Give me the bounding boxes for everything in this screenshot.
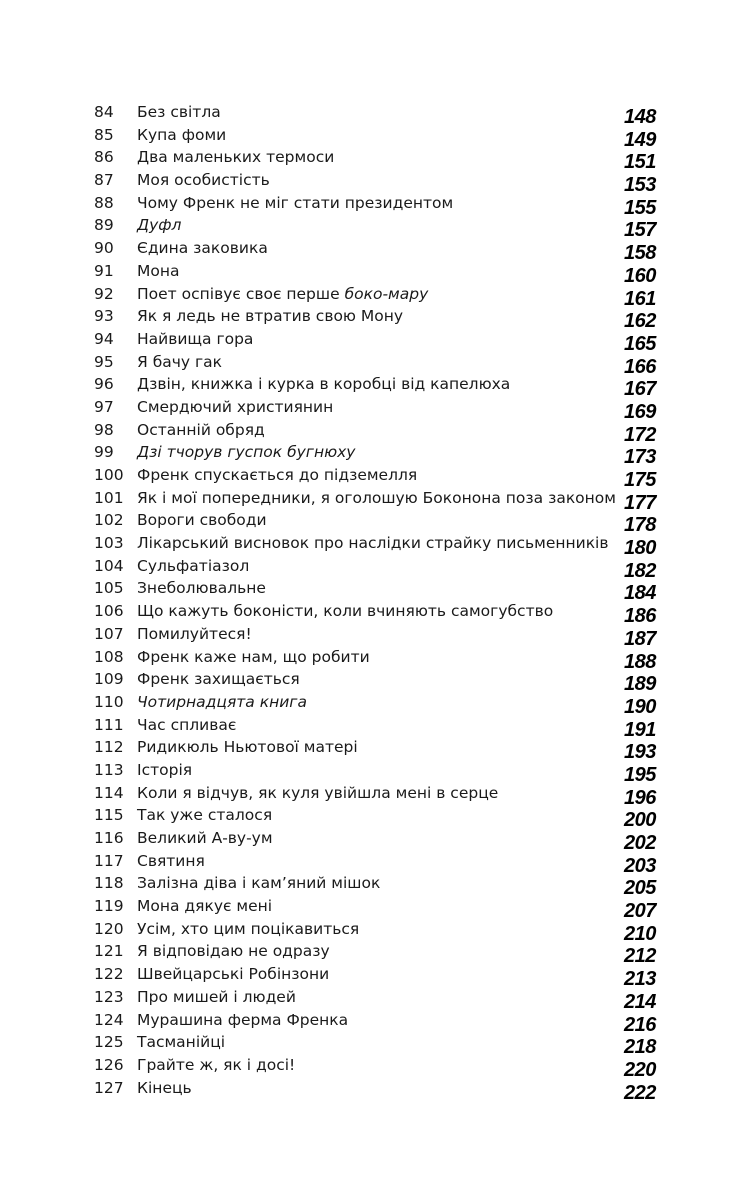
page-number: 148 <box>624 106 656 128</box>
chapter-number: 101 <box>94 488 124 507</box>
chapter-title: Час спливає <box>137 715 237 734</box>
toc-entry <box>94 782 674 809</box>
chapter-title-text: Поет оспівує своє перше <box>137 284 345 303</box>
chapter-number: 100 <box>94 466 124 484</box>
toc-entry <box>94 351 674 378</box>
toc-entry <box>94 124 674 151</box>
toc-entry <box>94 850 674 877</box>
toc-entry <box>94 509 674 537</box>
page-number: 173 <box>624 446 656 469</box>
toc-entry <box>94 691 674 718</box>
chapter-title: Мона дякує мені <box>137 897 273 916</box>
chapter-number: 121 <box>94 942 124 961</box>
chapter-number: 124 <box>94 1010 124 1029</box>
toc-entry <box>94 1009 674 1036</box>
page-number: 151 <box>624 151 656 174</box>
chapter-title: Смердючий християнин <box>137 397 334 416</box>
toc-entry <box>94 101 674 128</box>
page-number: 165 <box>624 332 656 355</box>
chapter-title: Дзвін, книжка і курка в коробці від капелюха <box>137 375 511 394</box>
page-number: 157 <box>624 219 656 242</box>
chapter-number: 122 <box>94 965 124 984</box>
toc-entry <box>94 464 674 491</box>
page-number: 213 <box>624 968 656 991</box>
chapter-title: Моя особистість <box>137 171 270 190</box>
page-number: 212 <box>624 945 656 968</box>
chapter-title: Френк захищається <box>137 670 300 689</box>
toc-entry <box>94 804 674 832</box>
chapter-number: 93 <box>94 307 114 326</box>
chapter-number: 115 <box>94 806 124 825</box>
chapter-title: Як і мої попередники, я оголошую Боконона поза законом <box>137 488 616 507</box>
chapter-title: Мона <box>137 261 180 280</box>
page-number: 161 <box>624 287 656 310</box>
toc-entry <box>94 487 674 514</box>
toc-entry <box>94 872 674 900</box>
chapter-title: Так уже сталося <box>137 806 273 825</box>
chapter-title: Без світла <box>137 103 221 121</box>
toc-entry <box>94 146 674 174</box>
page-number: 166 <box>624 355 656 378</box>
toc-entry <box>94 1031 674 1059</box>
chapter-title-italic-text: боко-мару <box>344 284 429 303</box>
chapter-number: 99 <box>94 443 114 462</box>
chapter-title: Чотирнадцята книга <box>137 692 307 711</box>
toc-entry <box>94 441 674 469</box>
chapter-number: 127 <box>94 1078 124 1097</box>
toc-entry <box>94 940 674 968</box>
chapter-title: Про мишей і людей <box>137 987 296 1006</box>
toc-entry <box>94 192 674 219</box>
page-number: 189 <box>624 673 656 696</box>
page-number: 162 <box>624 310 656 333</box>
page-number: 205 <box>624 877 656 900</box>
page-number: 200 <box>624 809 656 832</box>
chapter-number: 123 <box>94 987 124 1006</box>
toc-entry <box>94 1054 674 1081</box>
chapter-number: 106 <box>94 602 124 621</box>
page-number: 222 <box>624 1081 656 1104</box>
chapter-number: 108 <box>94 647 124 666</box>
chapter-title: Великий А-ву-ум <box>137 829 273 847</box>
chapter-title: Я бачу гак <box>137 352 223 371</box>
toc-entry <box>94 396 674 423</box>
chapter-number: 84 <box>94 103 114 121</box>
chapter-title: Ридикюль Ньютової матері <box>137 738 358 757</box>
toc-entry <box>94 419 674 446</box>
chapter-title <box>137 283 428 306</box>
page-number: 187 <box>624 627 656 650</box>
chapter-number: 103 <box>94 534 124 553</box>
toc-entry <box>94 714 674 741</box>
page-number: 153 <box>624 174 656 197</box>
chapter-number: 113 <box>94 760 124 779</box>
chapter-title: Я відповідаю не одразу <box>137 942 330 961</box>
toc-entry <box>94 646 674 673</box>
page-number: 216 <box>624 1013 656 1036</box>
chapter-number: 120 <box>94 919 124 938</box>
chapter-title: Що кажуть боконісти, коли вчиняють самогубство <box>137 602 554 621</box>
chapter-number: 118 <box>94 874 124 893</box>
page-number: 190 <box>624 695 656 718</box>
toc-entry <box>94 623 674 650</box>
chapter-title: Як я ледь не втратив свою Мону <box>137 307 404 326</box>
toc-entry <box>94 759 674 786</box>
chapter-title: Френк спускається до підземелля <box>137 466 418 484</box>
chapter-title: Найвища гора <box>137 329 254 348</box>
chapter-title: Чому Френк не міг стати президентом <box>137 193 454 212</box>
toc-entry <box>94 373 674 401</box>
chapter-number: 125 <box>94 1033 124 1052</box>
chapter-title: Вороги свободи <box>137 511 267 530</box>
page-number: 207 <box>624 900 656 923</box>
chapter-number: 105 <box>94 579 124 598</box>
page-number: 214 <box>624 990 656 1013</box>
page-number: 191 <box>624 718 656 741</box>
toc-entry <box>94 1077 674 1104</box>
page-number: 175 <box>624 469 656 491</box>
chapter-title: Лікарський висновок про наслідки страйку письменників <box>137 534 609 553</box>
chapter-number: 107 <box>94 624 124 643</box>
page-number: 184 <box>624 582 656 605</box>
page-number: 218 <box>624 1036 656 1059</box>
chapter-title: Усім, хто цим поцікавиться <box>137 919 360 938</box>
chapter-title: Швейцарські Робінзони <box>137 965 330 984</box>
chapter-title: Купа фоми <box>137 125 227 144</box>
chapter-title: Грайте ж, як і досі! <box>137 1055 296 1074</box>
toc-entry <box>94 214 674 242</box>
chapter-title: Святиня <box>137 851 205 870</box>
page-number: 180 <box>624 537 656 560</box>
chapter-number: 114 <box>94 783 124 802</box>
chapter-title: Два маленьких термоси <box>137 148 335 167</box>
chapter-number: 86 <box>94 148 114 167</box>
chapter-title: Сульфатіазол <box>137 556 250 575</box>
chapter-title: Єдина заковика <box>137 239 268 258</box>
toc-entry <box>94 328 674 355</box>
page-number: 167 <box>624 378 656 401</box>
toc-entry <box>94 600 674 628</box>
toc-entry <box>94 237 674 265</box>
page-number: 186 <box>624 605 656 628</box>
chapter-number: 116 <box>94 829 124 847</box>
toc-entry <box>94 963 674 991</box>
chapter-title: Помилуйтеся! <box>137 624 252 643</box>
chapter-title: Дзі тчорув гуспок бугнюху <box>137 443 356 462</box>
page-number: 160 <box>624 264 656 287</box>
page-number: 195 <box>624 763 656 786</box>
toc-entry <box>94 736 674 764</box>
chapter-number: 87 <box>94 171 114 190</box>
toc-entry <box>94 986 674 1013</box>
chapter-title: Френк каже нам, що робити <box>137 647 370 666</box>
toc-entry <box>94 895 674 923</box>
chapter-number: 117 <box>94 851 124 870</box>
chapter-number: 112 <box>94 738 124 757</box>
page-number: 177 <box>624 491 656 514</box>
chapter-number: 96 <box>94 375 114 394</box>
page-number: 203 <box>624 854 656 877</box>
toc-entry <box>94 532 674 560</box>
chapter-title: Останній обряд <box>137 420 265 439</box>
chapter-title: Дуфл <box>137 216 182 235</box>
chapter-title: Коли я відчув, як куля увійшла мені в серце <box>137 783 499 802</box>
chapter-number: 85 <box>94 125 114 144</box>
chapter-number: 104 <box>94 556 124 575</box>
chapter-title: Тасманійці <box>137 1033 226 1052</box>
page-number: 193 <box>624 741 656 764</box>
chapter-number: 89 <box>94 216 114 235</box>
chapter-title: Мурашина ферма Френка <box>137 1010 349 1029</box>
chapter-number: 91 <box>94 261 114 280</box>
toc-entry <box>94 577 674 605</box>
page-number: 172 <box>624 423 656 446</box>
page-number: 158 <box>624 242 656 265</box>
toc-entry <box>94 827 674 854</box>
page-number: 149 <box>624 128 656 151</box>
page-number: 210 <box>624 922 656 945</box>
toc-entry <box>94 305 674 333</box>
toc-entry <box>94 668 674 696</box>
page-number: 202 <box>624 832 656 854</box>
toc-entry <box>94 555 674 582</box>
chapter-number: 94 <box>94 329 114 348</box>
chapter-number: 119 <box>94 897 124 916</box>
toc-entry <box>94 169 674 197</box>
chapter-number: 126 <box>94 1055 124 1074</box>
chapter-number: 95 <box>94 352 114 371</box>
chapter-number: 110 <box>94 692 124 711</box>
chapter-number: 90 <box>94 239 114 258</box>
chapter-title: Залізна діва і кам’яний мішок <box>137 874 381 893</box>
chapter-number: 109 <box>94 670 124 689</box>
table-of-contents <box>94 101 674 1104</box>
chapter-title: Знеболювальне <box>137 579 266 598</box>
chapter-title: Історія <box>137 760 193 779</box>
page-number: 182 <box>624 559 656 582</box>
page-number: 178 <box>624 514 656 537</box>
page-number: 220 <box>624 1058 656 1081</box>
page-number: 188 <box>624 650 656 673</box>
chapter-number: 92 <box>94 284 114 303</box>
chapter-number: 98 <box>94 420 114 439</box>
toc-entry <box>94 260 674 287</box>
page-number: 169 <box>624 400 656 423</box>
page-number: 196 <box>624 786 656 809</box>
chapter-title: Кінець <box>137 1078 192 1097</box>
toc-entry <box>94 283 674 310</box>
page-number: 155 <box>624 196 656 219</box>
chapter-number: 88 <box>94 193 114 212</box>
chapter-number: 102 <box>94 511 124 530</box>
chapter-number: 111 <box>94 715 124 734</box>
chapter-number: 97 <box>94 397 114 416</box>
toc-entry <box>94 918 674 945</box>
